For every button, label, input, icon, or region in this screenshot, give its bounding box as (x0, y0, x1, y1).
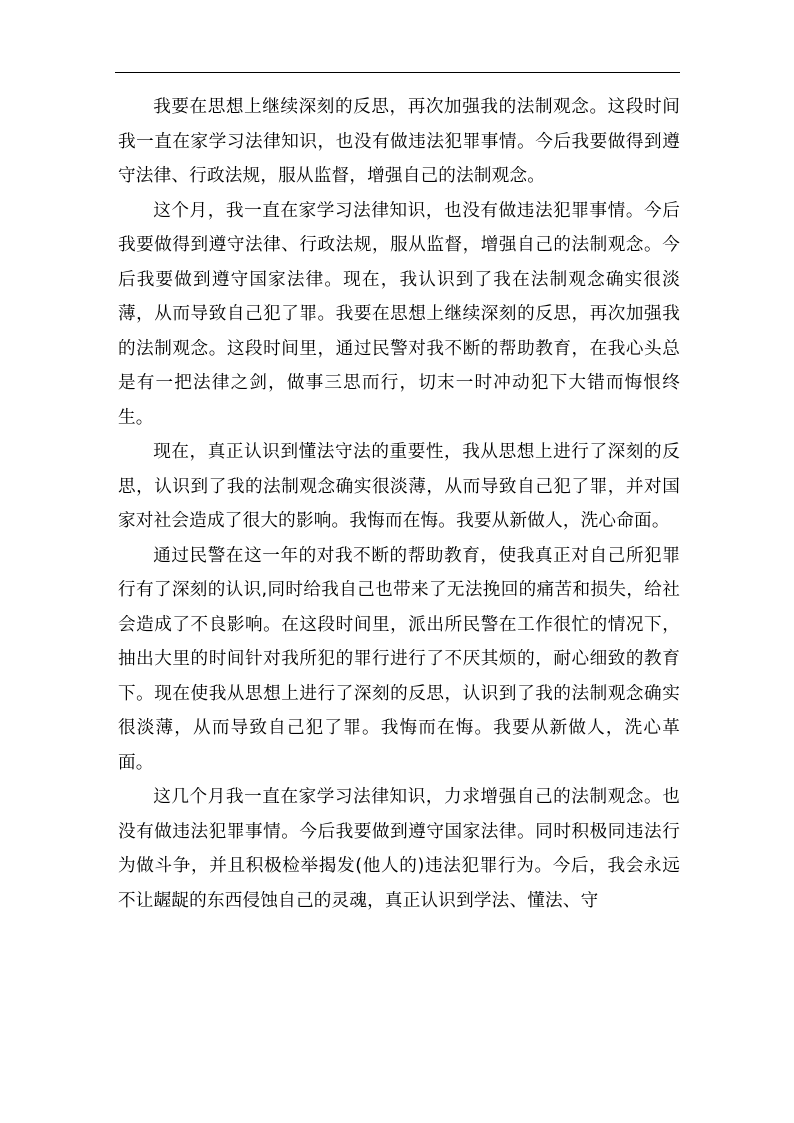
paragraph-4: 通过民警在这一年的对我不断的帮助教育，使我真正对自己所犯罪行有了深刻的认识,同时给我自己也带来了无法挽回的痛苦和损失，给社会造成了不良影响。在这段时间里，派出所民警在工作很忙的情况下，抽出大里的时间针对我所犯的罪行进行了不厌其烦的，耐心细致的教育下。现在使我从思想上进行了深刻的反思，认识到了我的法制观念确实很淡薄，从而导致自己犯了罪。我悔而在悔。我要从新做人，洗心革面。 (118, 545, 680, 773)
header-rule (115, 72, 680, 73)
document-body (118, 90, 680, 918)
paragraph-2: 这个月，我一直在家学习法律知识，也没有做违法犯罪事情。今后我要做得到遵守法律、行政法规，服从监督，增强自己的法制观念。今后我要做到遵守国家法律。现在，我认识到了我在法制观念确实很淡薄，从而导致自己犯了罪。我要在思想上继续深刻的反思，再次加强我的法制观念。这段时间里，通过民警对我不断的帮助教育，在我心头总是有一把法律之剑，做事三思而行，切末一时冲动犯下大错而悔恨终生。 (118, 200, 680, 428)
paragraph-5: 这几个月我一直在家学习法律知识，力求增强自己的法制观念。也没有做违法犯罪事情。今后我要做到遵守国家法律。同时积极同违法行为做斗争，并且积极检举揭发(他人的)违法犯罪行为。今后，我会永远不让龌龊的东西侵蚀自己的灵魂，真正认识到学法、懂法、守 (118, 787, 680, 911)
paragraph-1: 我要在思想上继续深刻的反思，再次加强我的法制观念。这段时间我一直在家学习法律知识，也没有做违法犯罪事情。今后我要做得到遵守法律、行政法规，服从监督，增强自己的法制观念。 (118, 97, 680, 186)
paragraph-3: 现在，真正认识到懂法守法的重要性，我从思想上进行了深刻的反思，认识到了我的法制观念确实很淡薄，从而导致自己犯了罪，并对国家对社会造成了很大的影响。我悔而在悔。我要从新做人，洗心命面。 (118, 442, 680, 531)
